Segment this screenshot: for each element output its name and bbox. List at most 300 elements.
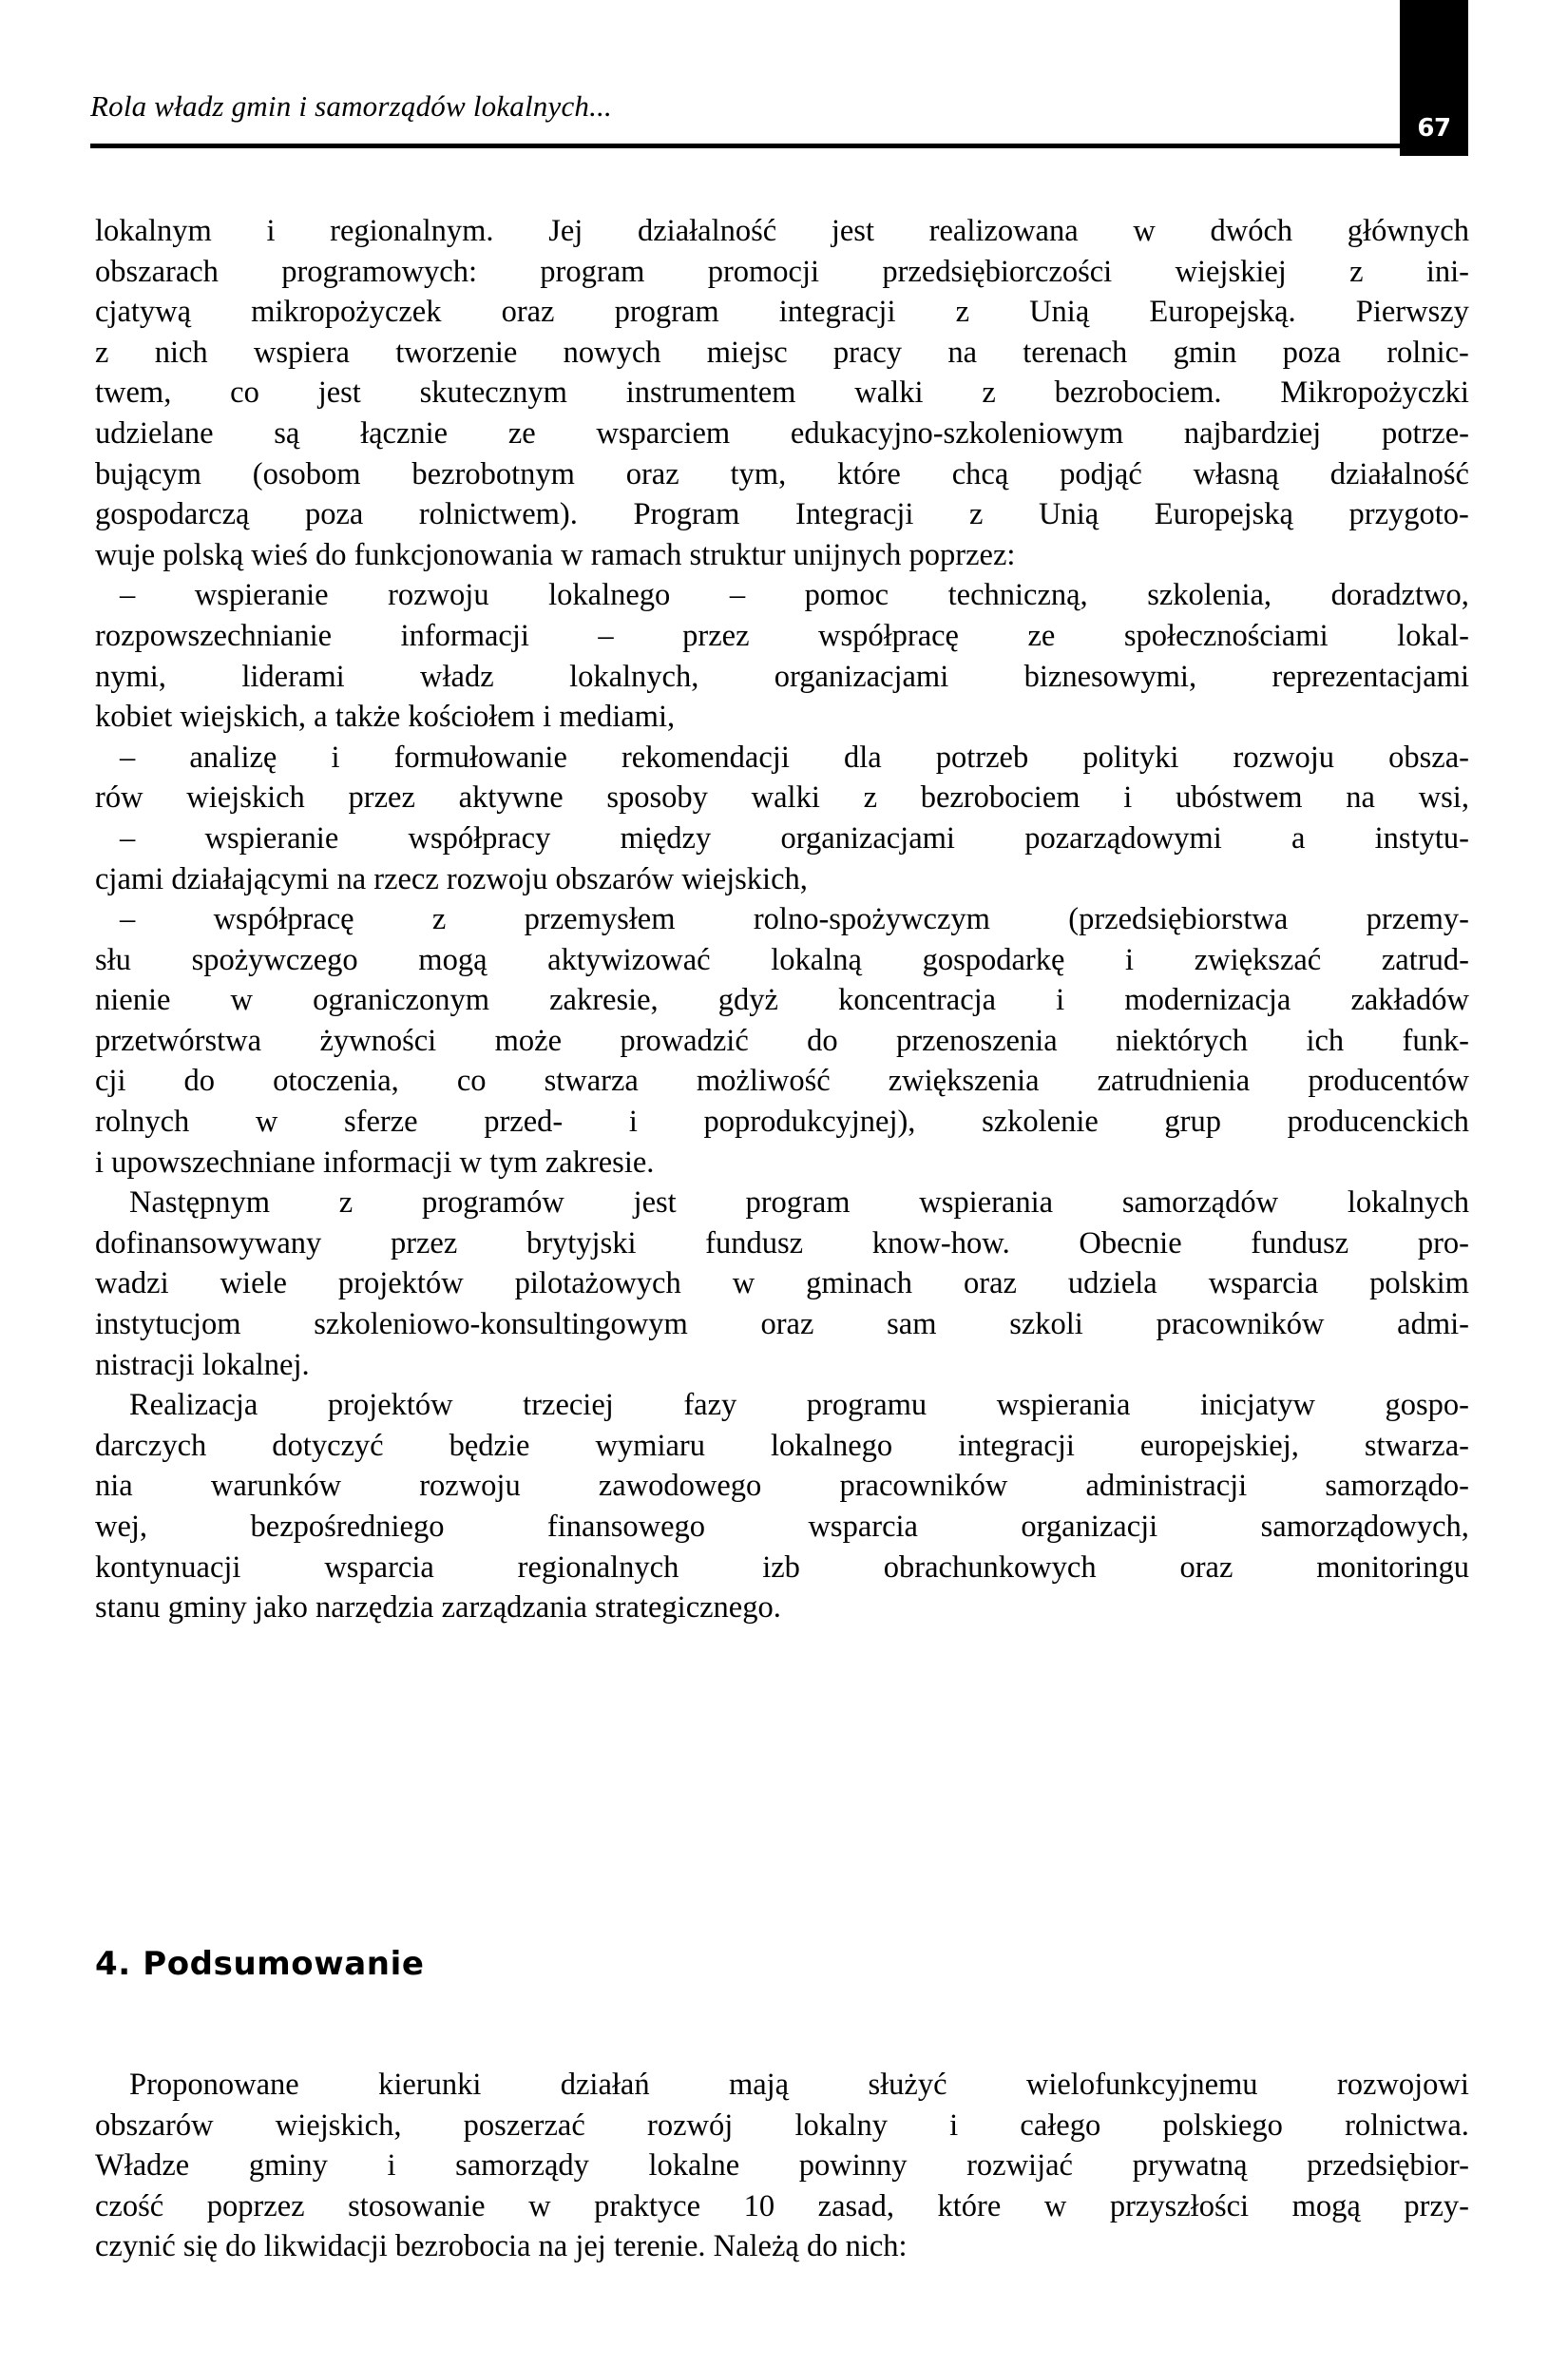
text-word: nymi,: [95, 659, 166, 694]
text-word: ini-: [1425, 254, 1469, 289]
text-word: przy-: [1404, 2188, 1469, 2223]
text-word: dofinansowywany: [95, 1225, 322, 1260]
text-word: rozwój: [647, 2107, 734, 2143]
text-word: monitoringu: [1316, 1549, 1469, 1585]
text-word: Obecnie: [1079, 1225, 1182, 1260]
text-word: nienie: [95, 983, 171, 1018]
text-line: [95, 2186, 1469, 2227]
text-word: programów: [421, 1185, 564, 1221]
text-word: z: [95, 335, 109, 370]
text-word: będzie: [449, 1428, 530, 1463]
text-word: z: [982, 375, 996, 411]
text-word: rolnictwem).: [418, 497, 578, 532]
text-word: i: [949, 2107, 959, 2143]
text-word: instytu-: [1374, 820, 1469, 856]
text-word: z: [1349, 254, 1364, 289]
text-word: brytyjski: [526, 1225, 637, 1260]
text-word: obszarach: [95, 254, 219, 289]
text-line: [95, 575, 1469, 616]
text-word: Program: [633, 497, 740, 532]
text-word: szkoleniowo-konsultingowym: [314, 1307, 688, 1342]
text-word: wadzi: [95, 1266, 169, 1301]
text-line: [95, 1466, 1469, 1507]
text-word: promocji: [707, 254, 820, 289]
text-word: zatrudnienia: [1097, 1064, 1251, 1099]
text-word: nich: [154, 335, 208, 370]
text-word: wspieranie: [204, 820, 339, 856]
text-word: jest: [831, 214, 874, 248]
text-word: –: [120, 902, 136, 937]
text-word: Jej: [548, 214, 583, 248]
text-word: praktyce: [594, 2188, 701, 2223]
text-line: [95, 738, 1469, 779]
text-word: może: [494, 1023, 562, 1058]
text-word: dla: [843, 740, 882, 775]
text-word: i: [628, 1105, 638, 1140]
text-line: [95, 1183, 1469, 1223]
text-line: cjami działającymi na rzecz rozwoju obszarów wiejskich,: [95, 861, 808, 896]
section-heading: 4. Podsumowanie: [95, 1945, 425, 1983]
text-word: darczych: [95, 1428, 207, 1463]
text-word: zakresie,: [549, 983, 659, 1018]
text-word: rów: [95, 780, 143, 816]
text-word: rolno-spożywczym: [753, 902, 990, 937]
text-word: doradztwo,: [1330, 578, 1469, 613]
running-head-title: Rola władz gmin i samorządów lokalnych...: [90, 89, 612, 123]
text-word: wsparciem: [596, 415, 731, 451]
text-word: informacji: [400, 618, 529, 653]
body-text: [95, 211, 1469, 1628]
text-word: przedsiębior-: [1307, 2148, 1469, 2184]
text-word: edukacyjno-szkoleniowym: [790, 415, 1124, 451]
text-word: –: [120, 740, 136, 775]
text-line: [95, 252, 1469, 293]
text-word: reprezentacjami: [1272, 659, 1469, 694]
text-word: poza: [1282, 335, 1341, 370]
text-word: służyć: [868, 2068, 947, 2102]
text-word: wiele: [220, 1266, 287, 1301]
text-line: [95, 616, 1469, 657]
text-word: samorządów: [1121, 1185, 1279, 1221]
text-word: z: [969, 497, 984, 532]
text-word: kierunki: [378, 2068, 482, 2102]
text-word: modernizacja: [1124, 983, 1291, 1018]
text-word: działalność: [637, 214, 777, 248]
text-word: do: [183, 1064, 216, 1099]
text-word: przemy-: [1366, 902, 1469, 937]
text-word: udziela: [1067, 1266, 1157, 1301]
text-word: stosowanie: [348, 2188, 486, 2223]
text-word: 10: [743, 2188, 775, 2223]
text-line: [95, 1061, 1469, 1102]
text-word: zasad,: [817, 2188, 894, 2223]
text-word: mogą: [1291, 2188, 1361, 2223]
text-line: [95, 1507, 1469, 1548]
text-line: i upowszechniane informacji w tym zakresie.: [95, 1145, 655, 1180]
text-line: kobiet wiejskich, a także kościołem i mediami,: [95, 700, 676, 735]
text-word: jest: [317, 375, 361, 411]
text-word: w: [255, 1105, 278, 1140]
text-line: czynić się do likwidacji bezrobocia na jej terenie. Należą do nich:: [95, 2229, 908, 2264]
text-word: bezrobotnym: [411, 456, 575, 491]
text-word: szkolenia,: [1147, 578, 1272, 613]
text-word: liderami: [241, 659, 345, 694]
closing-text: [95, 2065, 1469, 2267]
text-word: cjatywą: [95, 295, 192, 330]
text-word: które: [837, 456, 901, 491]
text-line: [95, 980, 1469, 1021]
text-word: Unią: [1029, 295, 1090, 330]
header-rule: [90, 144, 1468, 148]
text-word: spożywczego: [191, 942, 358, 977]
text-word: know-how.: [871, 1225, 1010, 1260]
text-word: mikropożyczek: [251, 295, 442, 330]
text-word: walki: [751, 780, 820, 816]
text-word: gminy: [248, 2148, 328, 2184]
text-word: nowych: [563, 335, 661, 370]
text-word: ograniczonym: [313, 983, 490, 1018]
text-line: [95, 1385, 1469, 1426]
text-word: oraz: [1179, 1549, 1233, 1585]
text-line: [95, 494, 1469, 535]
text-line: [95, 292, 1469, 333]
text-word: bezrobociem.: [1054, 375, 1222, 411]
text-word: Realizacja: [129, 1388, 258, 1423]
text-word: sposoby: [606, 780, 708, 816]
text-line: [95, 373, 1469, 414]
text-word: tym,: [730, 456, 787, 491]
text-word: zwiększać: [1194, 942, 1322, 977]
text-word: warunków: [210, 1469, 342, 1504]
text-word: dwóch: [1210, 214, 1293, 248]
text-word: mają: [728, 2068, 790, 2102]
text-word: na: [947, 335, 977, 370]
text-word: fundusz: [705, 1225, 804, 1260]
text-word: lokalne: [648, 2148, 740, 2184]
text-word: pro-: [1417, 1225, 1469, 1260]
text-word: gdyż: [717, 983, 778, 1018]
text-word: sferze: [344, 1105, 418, 1140]
text-line: [95, 454, 1469, 495]
text-word: przyszłości: [1109, 2188, 1250, 2223]
text-word: analizę: [189, 740, 277, 775]
text-word: rolnych: [95, 1105, 190, 1140]
text-word: własną: [1193, 456, 1279, 491]
text-word: gminach: [806, 1266, 913, 1301]
text-word: ubóstwem: [1175, 780, 1303, 816]
text-word: przez: [682, 618, 750, 653]
text-word: pomoc: [804, 578, 889, 613]
text-word: grup: [1164, 1105, 1221, 1140]
text-word: inicjatyw: [1200, 1388, 1315, 1423]
text-word: izb: [762, 1549, 800, 1585]
text-word: wspierania: [919, 1185, 1054, 1221]
text-word: i: [1125, 942, 1135, 977]
text-word: prywatną: [1132, 2148, 1248, 2184]
text-word: łącznie: [360, 415, 449, 451]
text-word: –: [729, 578, 746, 613]
text-word: –: [120, 820, 136, 856]
text-line: nistracji lokalnej.: [95, 1347, 310, 1382]
text-word: lokalnego: [548, 578, 671, 613]
text-word: społecznościami: [1123, 618, 1329, 653]
text-word: zwiększenia: [888, 1064, 1040, 1099]
text-word: formułowanie: [393, 740, 567, 775]
text-word: wsparcia: [1208, 1266, 1319, 1301]
text-word: samorządo-: [1325, 1469, 1469, 1504]
text-word: tworzenie: [395, 335, 518, 370]
text-word: oraz: [964, 1266, 1017, 1301]
text-word: w: [1133, 214, 1156, 248]
text-word: obsza-: [1388, 740, 1469, 775]
text-line: [95, 414, 1469, 454]
text-word: ze: [1027, 618, 1056, 653]
text-word: skutecznym: [419, 375, 567, 411]
text-word: słu: [95, 942, 131, 977]
text-word: i: [331, 740, 340, 775]
page-number: 67: [1417, 114, 1451, 143]
text-word: gmin: [1173, 335, 1237, 370]
text-word: Mikropożyczki: [1280, 375, 1469, 411]
text-word: nia: [95, 1469, 133, 1504]
text-line: [95, 211, 1469, 252]
text-word: na: [1346, 780, 1375, 816]
text-word: Europejską.: [1149, 295, 1296, 330]
text-word: wspierania: [996, 1388, 1131, 1423]
text-word: wej,: [95, 1510, 148, 1544]
text-line: [95, 818, 1469, 859]
text-word: przez: [348, 780, 415, 816]
text-word: producentów: [1308, 1064, 1469, 1099]
page-number-tab: [1400, 0, 1468, 156]
text-word: oraz: [760, 1307, 814, 1342]
text-word: pozarządowymi: [1024, 820, 1222, 856]
text-word: zatrud-: [1381, 942, 1469, 977]
text-word: co: [230, 375, 259, 411]
text-line: [95, 2106, 1469, 2146]
text-word: Pierwszy: [1355, 295, 1469, 330]
text-line: [95, 657, 1469, 698]
text-word: bującym: [95, 456, 201, 491]
text-word: samorządowych,: [1260, 1510, 1469, 1544]
text-word: organizacji: [1021, 1510, 1158, 1544]
text-line: [95, 2065, 1469, 2106]
text-word: niektórych: [1116, 1023, 1249, 1058]
text-word: rolnic-: [1386, 335, 1469, 370]
text-word: Proponowane: [129, 2068, 299, 2102]
text-word: instrumentem: [625, 375, 796, 411]
text-word: biznesowymi,: [1023, 659, 1197, 694]
text-word: polskiego: [1162, 2107, 1283, 2143]
text-word: udzielane: [95, 415, 214, 451]
text-word: (osobom: [252, 456, 361, 491]
text-word: organizacjami: [780, 820, 955, 856]
text-word: walki: [854, 375, 924, 411]
text-word: poza: [304, 497, 364, 532]
text-word: a: [1291, 820, 1306, 856]
text-word: Unią: [1039, 497, 1100, 532]
text-word: integracji: [958, 1428, 1075, 1463]
text-word: rozwoju: [1233, 740, 1335, 775]
text-line: [95, 778, 1469, 818]
text-word: prowadzić: [620, 1023, 749, 1058]
text-word: techniczną,: [947, 578, 1088, 613]
text-word: Władze: [95, 2148, 190, 2184]
text-word: z: [431, 902, 447, 937]
text-word: współpracę: [817, 618, 959, 653]
text-word: Następnym: [129, 1185, 271, 1221]
text-word: lokalny: [794, 2107, 888, 2143]
text-word: w: [528, 2188, 551, 2223]
text-line: wuje polską wieś do funkcjonowania w ramach struktur unijnych poprzez:: [95, 537, 1016, 572]
text-word: powinny: [798, 2148, 908, 2184]
text-word: potrzeb: [935, 740, 1029, 775]
text-word: podjąć: [1060, 456, 1142, 491]
text-word: przenoszenia: [896, 1023, 1058, 1058]
text-word: projektów: [337, 1266, 464, 1301]
text-word: zawodowego: [598, 1469, 762, 1504]
text-word: instytucjom: [95, 1307, 241, 1342]
text-word: czość: [95, 2188, 164, 2223]
text-word: rekomendacji: [621, 740, 790, 775]
text-line: [95, 1102, 1469, 1143]
text-word: pracy: [832, 335, 903, 370]
text-word: działań: [560, 2068, 650, 2102]
text-word: integracji: [778, 295, 896, 330]
text-word: gospodarczą: [95, 497, 250, 532]
text-line: [95, 1021, 1469, 1062]
text-word: przygoto-: [1348, 497, 1469, 532]
text-line: [95, 899, 1469, 940]
running-head: [90, 89, 1326, 133]
text-word: przed-: [484, 1105, 564, 1140]
text-word: twem,: [95, 375, 172, 411]
text-word: ze: [507, 415, 536, 451]
text-word: do: [807, 1023, 838, 1058]
text-word: z: [338, 1185, 354, 1221]
text-word: najbardziej: [1183, 415, 1322, 451]
text-word: przez: [390, 1225, 458, 1260]
text-word: producenckich: [1287, 1105, 1469, 1140]
text-word: z: [863, 780, 877, 816]
text-word: rozwijać: [966, 2148, 1073, 2184]
text-word: jest: [633, 1185, 677, 1221]
text-word: lokalnego: [771, 1428, 893, 1463]
text-word: szkolenie: [982, 1105, 1099, 1140]
text-word: terenach: [1023, 335, 1128, 370]
text-word: bezpośredniego: [250, 1510, 445, 1544]
text-word: rozwojowi: [1336, 2068, 1469, 2102]
text-word: otoczenia,: [273, 1064, 399, 1099]
text-word: w: [732, 1266, 755, 1301]
text-word: stwarza-: [1364, 1428, 1469, 1463]
text-word: rolnictwa.: [1345, 2107, 1469, 2143]
text-word: administracji: [1085, 1469, 1248, 1504]
text-word: w: [1043, 2188, 1067, 2223]
text-word: wsparcia: [808, 1510, 918, 1544]
text-word: współpracę: [213, 902, 354, 937]
text-word: działalność: [1329, 456, 1469, 491]
text-word: koncentracja: [838, 983, 997, 1018]
text-word: wymiaru: [595, 1428, 705, 1463]
text-word: i: [1123, 780, 1133, 816]
text-word: lokalnych: [1347, 1185, 1469, 1221]
text-word: całego: [1020, 2107, 1101, 2143]
text-word: regionalnych: [517, 1549, 679, 1585]
text-line: [95, 1223, 1469, 1264]
text-word: wielofunkcyjnemu: [1025, 2068, 1258, 2102]
text-word: poszerzać: [463, 2107, 585, 2143]
text-line: [95, 2146, 1469, 2186]
text-word: między: [620, 820, 712, 856]
text-word: głównych: [1347, 214, 1469, 248]
text-word: bezrobociem: [920, 780, 1080, 816]
text-word: mogą: [418, 942, 488, 977]
text-line: [95, 333, 1469, 374]
text-line: stanu gminy jako narzędzia zarządzania strategicznego.: [95, 1590, 781, 1626]
text-word: rozwoju: [419, 1469, 521, 1504]
text-word: są: [274, 415, 300, 451]
text-word: obszarów: [95, 2107, 214, 2143]
text-word: admi-: [1397, 1307, 1469, 1342]
text-word: finansowego: [546, 1510, 705, 1544]
text-word: wsi,: [1418, 780, 1469, 816]
text-word: wspieranie: [194, 578, 329, 613]
text-word: wiejskich: [186, 780, 305, 816]
text-word: (przedsiębiorstwa: [1068, 902, 1289, 937]
text-word: aktywizować: [547, 942, 711, 977]
text-word: co: [456, 1064, 487, 1099]
text-word: funk-: [1402, 1023, 1469, 1058]
text-word: organizacjami: [774, 659, 949, 694]
text-word: i: [1056, 983, 1065, 1018]
text-word: sam: [887, 1307, 937, 1342]
text-line: [95, 1426, 1469, 1467]
text-word: aktywne: [458, 780, 564, 816]
text-word: rozwoju: [388, 578, 489, 613]
text-word: wsparcia: [324, 1549, 434, 1585]
text-word: potrze-: [1381, 415, 1469, 451]
text-word: programu: [806, 1388, 927, 1423]
text-word: fundusz: [1251, 1225, 1349, 1260]
text-line: [95, 1263, 1469, 1304]
text-word: poprzez: [206, 2188, 305, 2223]
text-word: żywności: [319, 1023, 437, 1058]
text-word: program: [745, 1185, 851, 1221]
text-word: obrachunkowych: [883, 1549, 1097, 1585]
text-word: lokalnych,: [569, 659, 699, 694]
text-word: chcą: [951, 456, 1009, 491]
text-line: [95, 1304, 1469, 1345]
text-word: zakładów: [1350, 983, 1469, 1018]
text-word: gospodarkę: [922, 942, 1065, 977]
text-word: lokalnym: [95, 214, 212, 248]
text-word: lokal-: [1397, 618, 1469, 653]
text-word: –: [120, 578, 136, 613]
text-word: polskim: [1369, 1266, 1469, 1301]
text-word: fazy: [683, 1388, 737, 1423]
text-word: które: [937, 2188, 1002, 2223]
text-word: dotyczyć: [272, 1428, 384, 1463]
text-word: oraz: [625, 456, 679, 491]
text-word: program: [614, 295, 719, 330]
text-word: gospo-: [1385, 1388, 1469, 1423]
text-word: przetwórstwa: [95, 1023, 262, 1058]
text-word: pracowników: [839, 1469, 1008, 1504]
text-word: przedsiębiorczości: [882, 254, 1113, 289]
text-word: oraz: [501, 295, 555, 330]
text-word: przemysłem: [524, 902, 676, 937]
